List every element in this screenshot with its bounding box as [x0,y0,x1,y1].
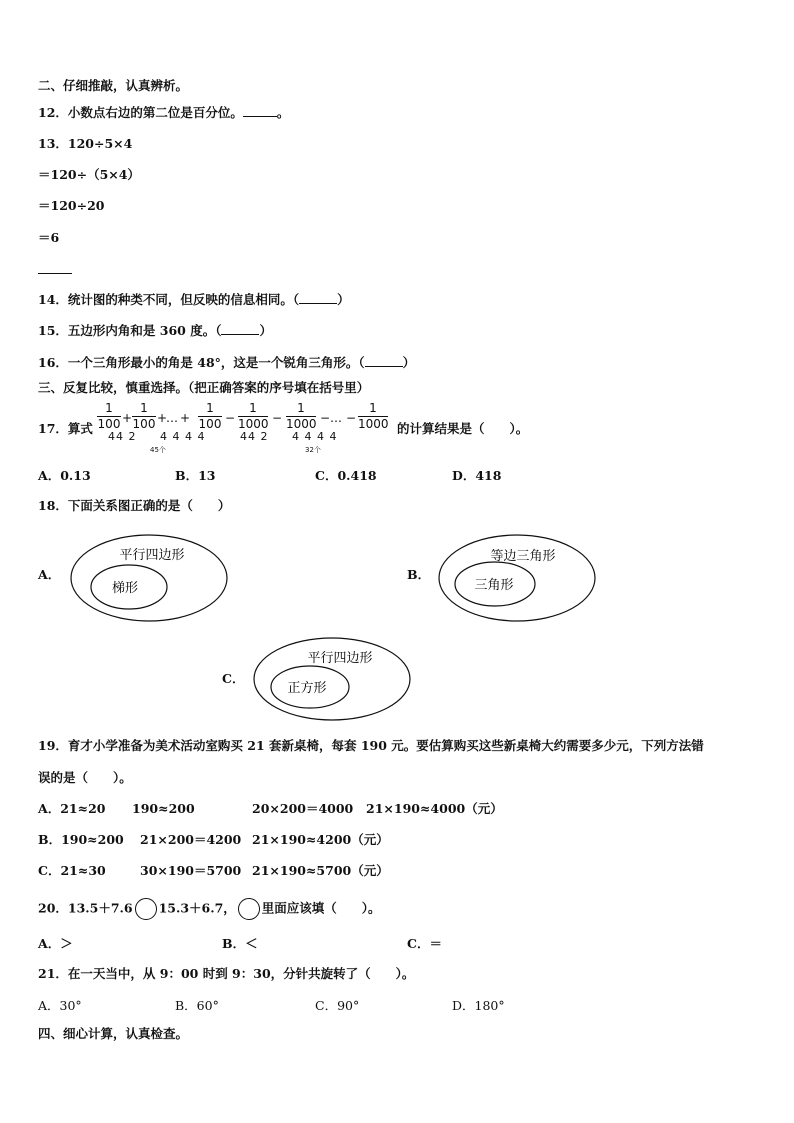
option-b[interactable]: B．13 [175,468,216,483]
question-16-text: 16．一个三角形最小的角是 48°，这是一个锐角三角形。（ [38,355,365,370]
question-20-part-1: 20．13.5＋7.6 [38,900,133,916]
option-a[interactable]: A．30° [38,998,82,1013]
fraction: 1 100 [198,401,222,431]
compare-circle[interactable] [238,898,260,920]
question-18-text: 18．下面关系图正确的是（ ） [38,498,231,513]
question-15 [38,322,272,339]
question-17-suffix: 的计算结果是（ ）。 [397,421,529,436]
inner-label: 三角形 [474,578,514,593]
minus-sign: − [272,411,283,425]
section-2-heading: 二、仔细推敲，认真辨析。 [38,78,189,93]
option-c[interactable]: C．21≈30 [38,863,106,878]
answer-blank[interactable] [243,104,277,117]
minus-sign: − [320,411,331,425]
option-b[interactable]: B．60° [175,998,219,1013]
option-b[interactable]: B．190≈200 [38,832,124,847]
option-a[interactable]: A． [38,567,61,582]
digit-row: 44 2 [240,430,269,443]
compare-circle[interactable] [135,898,157,920]
question-20 [38,898,381,920]
question-12-text: 12．小数点右边的第二位是百分位。 [38,105,243,120]
ellipsis: … [166,411,178,425]
question-19-line-2: 误的是（ ）。 [38,770,132,785]
inner-label: 正方形 [287,681,327,696]
digit-row: 4 4 4 4 [292,430,338,443]
question-15-text: 15．五边形内角和是 360 度。（ [38,323,222,338]
minus-sign: − [225,411,236,425]
fraction: 1 1000 [286,401,317,431]
question-14-close: ） [337,292,350,307]
option-c[interactable]: C．90° [315,998,360,1013]
question-13-line-4: ＝6 [38,230,60,245]
question-12 [38,104,289,121]
question-20-part-2: 15.3＋6.7， [158,900,236,916]
section-3-heading: 三、反复比较，慎重选择。（把正确答案的序号填在括号里） [38,380,370,395]
question-12-tail: 。 [276,105,290,120]
answer-blank[interactable] [38,273,72,274]
option-a[interactable]: A．21≈20 [38,801,106,816]
fraction: 1 1000 [358,401,389,431]
outer-label: 等边三角形 [490,549,556,564]
venn-diagram-a [70,533,230,623]
fraction: 1 100 [132,401,156,431]
question-14-text: 14．统计图的种类不同，但反映的信息相同。（ [38,292,300,307]
question-20-part-3: 里面应该填（ ）。 [261,900,381,916]
venn-diagram-c [253,636,413,722]
plus-sign: + [122,411,133,425]
question-15-close: ） [259,323,272,338]
answer-blank[interactable] [221,322,259,335]
outer-ellipse [439,535,595,621]
option-c[interactable]: C．＝ [407,936,442,951]
digit-row: 44 2 [108,430,137,443]
question-19-line-1: 19．育才小学准备为美术活动室购买 21 套新桌椅，每套 190 元。要估算购买这些新桌椅大约需要多少元，下列方法错 [38,738,704,753]
option-a[interactable]: A．0.13 [38,468,91,483]
question-21-text: 21．在一天当中，从 9：00 时到 9：30，分针共旋转了（ ）。 [38,966,415,981]
option-c-step: 21×190≈5700（元） [252,863,389,878]
question-16-close: ） [402,355,416,370]
plus-sign: + [180,411,191,425]
option-c-step: 30×190＝5700 [140,863,242,878]
option-a-step: 190≈200 [132,801,195,816]
question-13-line-2: ＝120÷（5×4） [38,167,140,182]
count-label: 45个 [150,446,166,454]
question-13-line-1: 13．120÷5×4 [38,136,133,151]
answer-blank[interactable] [365,354,403,367]
answer-blank[interactable] [299,291,337,304]
fraction: 1 1000 [238,401,269,431]
ellipsis: … [330,411,342,425]
option-a[interactable]: A．＞ [38,936,73,951]
count-label: 32个 [305,446,321,454]
option-b[interactable]: B．＜ [222,936,258,951]
question-17-prefix: 17．算式 [38,421,93,436]
option-b-step: 21×200＝4200 [140,832,242,847]
fraction: 1 100 [97,401,121,431]
option-c[interactable]: C．0.418 [315,468,377,483]
outer-label: 平行四边形 [307,651,373,666]
option-a-step: 21×190≈4000（元） [366,801,503,816]
minus-sign: − [346,411,357,425]
digit-row: 4 4 4 4 [160,430,206,443]
option-c[interactable]: C． [222,671,245,686]
outer-label: 平行四边形 [119,548,185,563]
section-4-heading: 四、细心计算，认真检查。 [38,1026,189,1041]
question-14 [38,291,350,308]
question-16 [38,354,415,371]
option-b-step: 21×190≈4200（元） [252,832,389,847]
inner-label: 梯形 [111,581,139,596]
option-d[interactable]: D．418 [452,468,502,483]
venn-diagram-b [438,533,598,623]
question-13-line-3: ＝120÷20 [38,198,105,213]
option-b[interactable]: B． [407,567,431,582]
plus-sign: + [157,411,168,425]
option-a-step: 20×200＝4000 [252,801,354,816]
option-d[interactable]: D．180° [452,998,505,1013]
